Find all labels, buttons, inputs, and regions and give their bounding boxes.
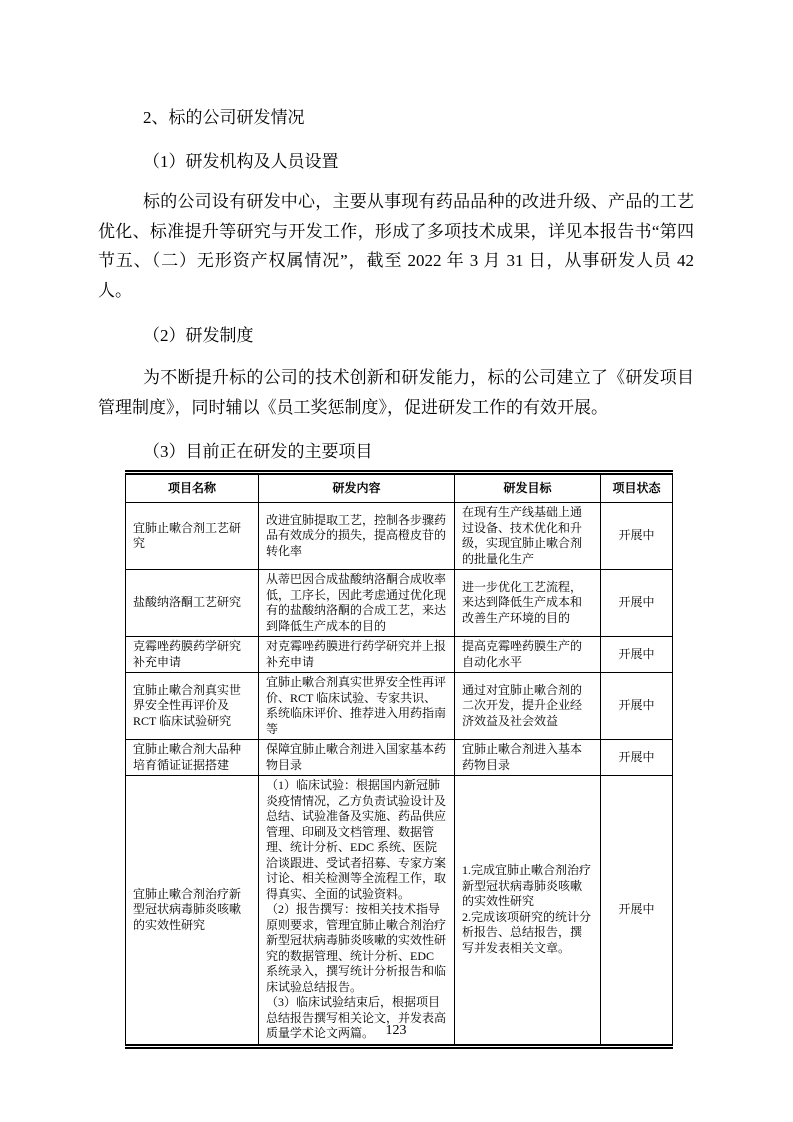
project-name-cell: 宜肺止嗽合剂工艺研究: [126, 503, 259, 570]
subsection-heading-rd-org: （1）研发机构及人员设置: [143, 152, 339, 171]
project-name-cell: 宜肺止嗽合剂治疗新型冠状病毒肺炎咳嗽的实效性研究: [126, 776, 259, 1047]
rd-goal-cell: [455, 776, 601, 1047]
rd-goal-cell: 通过对宜肺止嗽合剂的二次开发，提升企业经济效益及社会效益: [455, 673, 601, 740]
status-cell: 开展中: [601, 776, 673, 1047]
status-cell: 开展中: [601, 673, 673, 740]
status-cell: 开展中: [601, 637, 673, 673]
table-row: [126, 503, 673, 570]
column-header: 项目状态: [601, 473, 673, 503]
project-name-cell: 克霉唑药膜药学研究补充申请: [126, 637, 259, 673]
section-heading-rd-overview: 2、标的公司研发情况: [143, 108, 305, 127]
paragraph-rd-system: 为不断提升标的公司的技术创新和研发能力，标的公司建立了《研发项目管理制度》，同时辅以《员工奖惩制度》，促进研发工作的有效开展。: [98, 368, 694, 417]
column-header: 研发内容: [259, 473, 455, 503]
rd-content-cell: 从蒂巴因合成盐酸纳洛酮合成收率低，工序长，因此考虑通过优化现有的盐酸纳洛酮的合成工艺，来达到降低生产成本的目的: [259, 570, 455, 637]
table-row: [126, 570, 673, 637]
table-row: [126, 673, 673, 740]
cell-paragraph: （1）临床试验：根据国内新冠肺炎疫情情况，乙方负责试验设计及总结、试验准备及实施、药品供应管理、印刷及文档管理、数据管理、统计分析、EDC 系统、医院洽谈跟进、受试者招募、专家方案讨论、相关检测等全流程工作，取得真实、全面的试验资料。: [266, 778, 447, 901]
subsection-heading-rd-projects: （3）目前正在研发的主要项目: [143, 442, 373, 461]
cell-paragraph: （3）临床试验结束后，根据项目总结报告撰写相关论文，并发表高质量学术论文两篇。: [266, 995, 447, 1040]
table-header-row: [126, 473, 673, 503]
table-row: [126, 740, 673, 776]
subsection-heading-rd-system: （2）研发制度: [143, 326, 254, 345]
status-cell: 开展中: [601, 740, 673, 776]
rd-content-cell: 对克霉唑药膜进行药学研究并上报补充申请: [259, 637, 455, 673]
project-name-cell: 宜肺止嗽合剂大品种培育循证证据搭建: [126, 740, 259, 776]
rd-table-body: [126, 503, 673, 1047]
page-number: 123: [385, 1023, 407, 1038]
project-name-cell: 盐酸纳洛酮工艺研究: [126, 570, 259, 637]
rd-content-cell: 保障宜肺止嗽合剂进入国家基本药物目录: [259, 740, 455, 776]
rd-goal-cell: 宜肺止嗽合剂进入基本药物目录: [455, 740, 601, 776]
column-header: 研发目标: [455, 473, 601, 503]
rd-projects-table: [125, 470, 673, 1049]
project-name-cell: 宜肺止嗽合剂真实世界安全性再评价及 RCT 临床试验研究: [126, 673, 259, 740]
table-row: [126, 776, 673, 1047]
status-cell: 开展中: [601, 570, 673, 637]
paragraph-rd-org: 标的公司设有研发中心，主要从事现有药品品种的改进升级、产品的工艺优化、标准提升等研究与开发工作，形成了多项技术成果，详见本报告书“第四节五、（二）无形资产权属情况”，截至 2022 年 3 月 31 日，从事研发人员 42 人。: [98, 192, 694, 300]
rd-content-cell: [259, 776, 455, 1047]
cell-paragraph: 2.完成该项研究的统计分析报告、总结报告，撰写并发表相关文章。: [462, 909, 592, 955]
rd-goal-cell: 提高克霉唑药膜生产的自动化水平: [455, 637, 601, 673]
rd-goal-cell: 在现有生产线基础上通过设备、技术优化和升级，实现宜肺止嗽合剂的批量化生产: [455, 503, 601, 570]
rd-table-header: [126, 473, 673, 503]
rd-content-cell: 宜肺止嗽合剂真实世界安全性再评价、RCT 临床试验、专家共识、系统临床评价、推荐进入用药指南等: [259, 673, 455, 740]
rd-content-cell: 改进宜肺提取工艺，控制各步骤药品有效成分的损失，提高橙皮苷的转化率: [259, 503, 455, 570]
status-cell: 开展中: [601, 503, 673, 570]
rd-goal-cell: 进一步优化工艺流程，来达到降低生产成本和改善生产环境的目的: [455, 570, 601, 637]
cell-paragraph: 1.完成宜肺止嗽合剂治疗新型冠状病毒肺炎咳嗽的实效性研究: [462, 863, 592, 909]
column-header: 项目名称: [126, 473, 259, 503]
table-row: [126, 637, 673, 673]
cell-paragraph: （2）报告撰写：按相关技术指导原则要求，管理宜肺止嗽合剂治疗新型冠状病毒肺炎咳嗽的实效性研究的数据管理、统计分析、EDC 系统录入，撰写统计分析报告和临床试验总结报告。: [266, 902, 447, 994]
